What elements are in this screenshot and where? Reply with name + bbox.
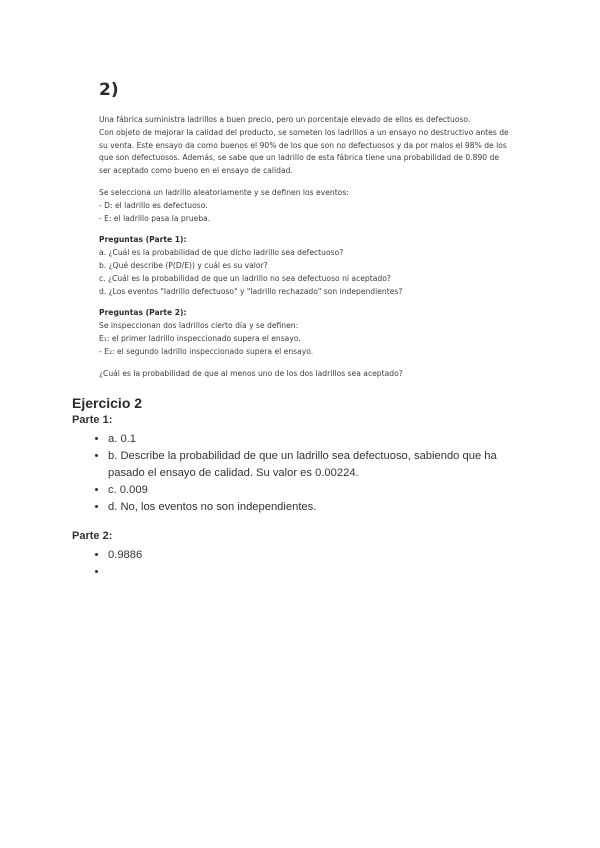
answers-title: Ejercicio 2 bbox=[72, 395, 143, 411]
answers-section bbox=[72, 395, 532, 581]
problem-number: 2) bbox=[99, 80, 119, 100]
final-question-text: ¿Cuál es la probabilidad de que al menos uno de los dos ladrillos sea aceptado? bbox=[99, 368, 403, 378]
problem-intro bbox=[99, 114, 509, 178]
part2-answer-list bbox=[72, 547, 532, 581]
question-line: c. ¿Cuál es la probabilidad de que un ladrillo no sea defectuoso ni aceptado? bbox=[99, 273, 391, 283]
final-question bbox=[99, 368, 509, 381]
question-line: Se inspeccionan dos ladrillos cierto día y se definen: bbox=[99, 321, 299, 331]
question-line: - E₂: el segundo ladrillo inspeccionado supera el ensayo. bbox=[99, 346, 314, 356]
intro-line: Una fábrica suministra ladrillos a buen precio, pero un porcentaje elevado de ellos es defectuoso. bbox=[99, 115, 471, 124]
events-definition bbox=[99, 187, 509, 225]
part1-label: Parte 1: bbox=[72, 414, 113, 426]
problem-statement-image bbox=[99, 80, 509, 389]
empty-answer-item bbox=[108, 564, 532, 581]
part1-answer-list bbox=[72, 431, 532, 515]
question-line: d. ¿Los eventos "ladrillo defectuoso" y "ladrillo rechazado" son independientes? bbox=[99, 286, 403, 296]
questions-part2 bbox=[99, 307, 509, 358]
answer-item: • c. 0.009 bbox=[108, 482, 532, 499]
answer-item: • 0.9886 bbox=[108, 547, 532, 564]
intro-line: Con objeto de mejorar la calidad del producto, se someten los ladrillos a un ensayo no destructivo antes de su venta. Este ensayo da como buenos el 90% de los que son no defectuosos y da por malos el 98% de los que son defectuosos. Además, se sabe que un ladrillo de esta fábrica tiene una probabilidad de 0.890 de ser aceptado como bueno en el ensayo de calidad. bbox=[99, 127, 509, 176]
events-line: - D: el ladrillo es defectuoso. bbox=[99, 200, 208, 210]
events-line: Se selecciona un ladrillo aleatoriamente y se definen los eventos: bbox=[99, 187, 349, 197]
questions-part1-title: Preguntas (Parte 1): bbox=[99, 235, 187, 245]
answer-item: • d. No, los eventos no son independientes. bbox=[108, 499, 532, 516]
events-line: - E: el ladrillo pasa la prueba. bbox=[99, 213, 211, 223]
questions-part2-title: Preguntas (Parte 2): bbox=[99, 308, 187, 318]
answer-item: • b. Describe la probabilidad de que un ladrillo sea defectuoso, sabiendo que ha pasado el ensayo de calidad. Su valor es 0.00224. bbox=[108, 448, 532, 481]
answer-item: • a. 0.1 bbox=[108, 431, 532, 448]
part2-label: Parte 2: bbox=[72, 529, 113, 542]
question-line: b. ¿Qué describe (P(D/E)) y cuál es su valor? bbox=[99, 260, 268, 270]
question-line: a. ¿Cuál es la probabilidad de que dicho ladrillo sea defectuoso? bbox=[99, 248, 344, 258]
questions-part1 bbox=[99, 234, 509, 298]
question-line: E₁: el primer ladrillo inspeccionado supera el ensayo. bbox=[99, 333, 301, 343]
